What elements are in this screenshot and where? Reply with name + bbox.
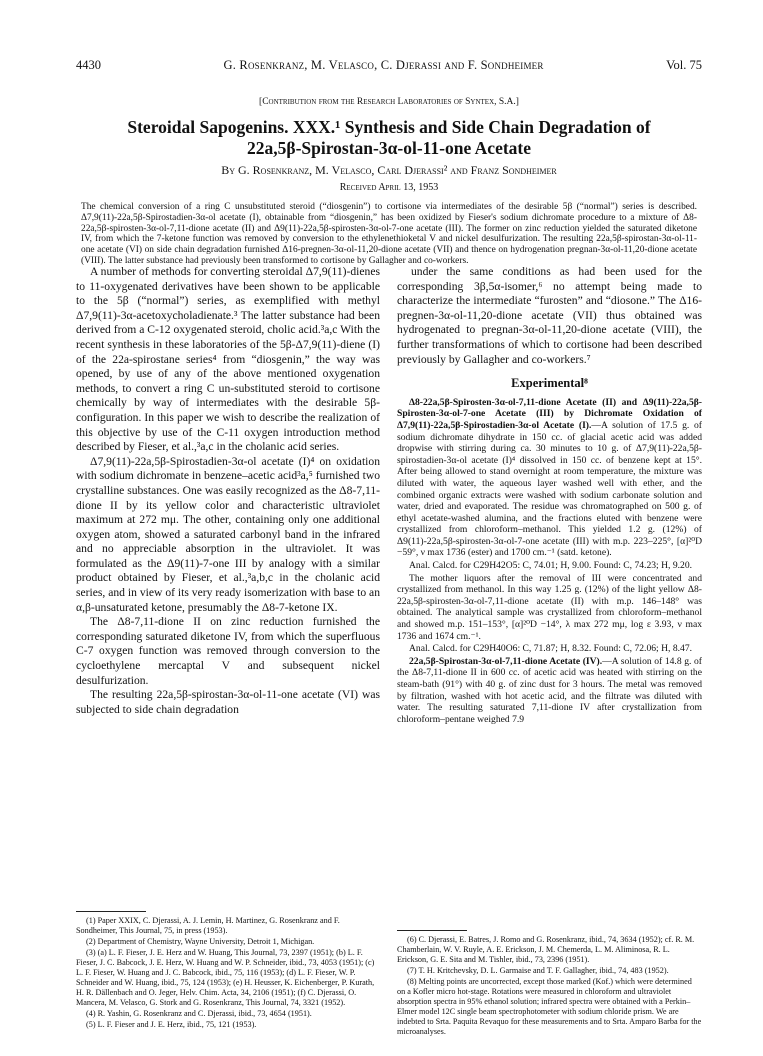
title-line-2: 22a,5β-Spirostan-3α-ol-11-one Acetate — [246, 138, 532, 158]
right-column — [397, 265, 702, 726]
running-head — [76, 58, 702, 73]
footnote: (4) R. Yashin, G. Rosenkranz and C. Djerassi, ibid., 73, 4654 (1951). — [86, 1009, 312, 1018]
experimental-text: —A solution of 17.5 g. of sodium dichromate dihydrate in 150 cc. of glacial acetic acid was added dropwise with stirring during ca. 30 minutes to 10 g. of Δ7,9(11)-22a,5β-spirostadien-3α-ol acetate (I)⁴ dissolved in 150 cc. of benzene kept at 15°. After being allowed to stand overnight at room temperature, the mixture was diluted with water, the aqueous layer washed well with ether, and the combined organic extracts were washed with sodium carbonate solution and water, dried and evaporated. The residue was chromatographed on 500 g. of ethyl acetate-washed alumina, and the fractions eluted with benzene were crystallized from chloroform–methanol. This yielded 1.2 g. (12%) of Δ9(11)-22a,5β-spirosten-3α-ol-7-one acetate (III) with m.p. 223–225°, [α]²⁰D −59°, ν max 1736 (ester) and 1700 cm.⁻¹ (satd. ketone). — [397, 419, 702, 559]
byline: By G. Rosenkranz, M. Velasco, Carl Djerassi² and Franz Sondheimer — [221, 163, 557, 177]
volume-number: Vol. 75 — [666, 58, 702, 72]
experimental-heading: Experimental⁸ — [511, 376, 588, 391]
contribution-line: [Contribution from the Research Laboratories of Syntex, S.A.] — [259, 97, 519, 107]
left-column — [76, 265, 380, 717]
footnote: (5) L. F. Fieser and J. E. Herz, ibid., 75, 121 (1953). — [86, 1020, 257, 1029]
article-title — [76, 117, 702, 159]
experimental-paragraph — [397, 656, 702, 726]
body-paragraph: Δ7,9(11)-22a,5β-Spirostadien-3α-ol acetate (I)⁴ on oxidation with sodium dichromate in benzene–acetic acid³a,⁵ furnished two crystalline substances. One was easily recognized as the Δ8-7,11-dione II by its yellow color and characteristic ultraviolet maximum at 272 mμ. The other, containing only one additional oxygen atom, showed a saturated carbonyl band in the infrared and no appreciable absorption in the ultraviolet. It was formulated as the Δ9(11)-7-one III by analogy with a similar product obtained by Fieser, et al.,³a,b,c in the cholanic acid series, and in view of its very ready isomerization with base to an α,β-unsaturated ketone, presumably the Δ8-7-ketone IX. — [76, 454, 380, 614]
experimental-paragraph — [397, 397, 702, 559]
footnote-rule — [76, 911, 146, 912]
analysis-line: Anal. Calcd. for C29H42O5: C, 74.01; H, 9.00. Found: C, 74.23; H, 9.20. — [409, 560, 693, 572]
footnotes-right — [397, 925, 702, 1038]
body-paragraph: under the same conditions as had been used for the corresponding 3β,5α-isomer,⁶ no attempt being made to characterize the intermediate “furosten” and “diosone.” The Δ16-pregnen-3α-ol-11,20-dione acetate (VII) thus obtained was hydrogenated to pregnan-3α-ol-11,20-dione acetate (VIII), the further transformations of which to cortisone had been described previously by Gallagher and co-workers.⁷ — [397, 265, 702, 366]
body-paragraph: The Δ8-7,11-dione II on zinc reduction furnished the corresponding saturated diketone IV, from which the superfluous C-7 oxygen function was removed through conversion to the cycloethylene mercaptal V and subsequent nickel desulfurization. — [76, 615, 380, 687]
compound-heading: Δ8-22a,5β-Spirosten-3α-ol-7,11-dione Acetate (II) and Δ9(11)-22a,5β-Spirosten-3α-ol-7-one Acetate (III) by Dichromate Oxidation of Δ7,9(11)-22a,5β-Spirostadien-3α-ol Acetate (I). — [397, 396, 702, 431]
received-date: Received April 13, 1953 — [339, 182, 439, 193]
footnote: (8) Melting points are uncorrected, except those marked (Kof.) which were determined on a Kofler micro hot-stage. Rotations were measured in chloroform and ultraviolet absorption spectra in 95% ethanol solution; infrared spectra were obtained with a Perkin–Elmer model 12C single beam spectrophotometer with sodium chloride prism. We are indebted to Srta. Paquita Revaquo for these measurements and to Srta. Amparo Barba for the microanalyses. — [397, 977, 702, 1036]
title-line-1: Steroidal Sapogenins. XXX.¹ Synthesis and Side Chain Degradation of — [127, 117, 651, 137]
footnote: (3) (a) L. F. Fieser, J. E. Herz and W. Huang, This Journal, 73, 2397 (1951); (b) L. F. Fieser, J. C. Babcock, J. E. Herz, W. Huang and W. P. Schneider, ibid., 73, 4053 (1951); (c) L. F. Fieser, W. Huang and J. C. Babcock, ibid., 75, 116 (1953); (d) L. F. Fieser, W. P. Schneider and W. Huang, ibid., 75, 124 (1953); (e) H. Heusser, K. Eichenberger, P. Kurath, H. R. Dällenbach and O. Jeger, Helv. Chim. Acta, 34, 2106 (1951); (f) C. Djerassi, O. Mancera, M. Velasco, G. Stork and G. Rosenkranz, This Journal, 74, 3321 (1952). — [76, 948, 375, 1007]
footnote: (2) Department of Chemistry, Wayne University, Detroit 1, Michigan. — [86, 937, 315, 946]
abstract: The chemical conversion of a ring C unsubstituted steroid (“diosgenin”) to cortisone via intermediates of the desirable 5β (“normal”) series is described. Δ7,9(11)-22a,5β-Spirostadien-3α-ol acetate (I), obtainable from “diosgenin,” has been oxidized by Fieser's sodium dichromate procedure to a mixture of Δ8-22a,5β-spirosten-3α-ol-7,11-dione acetate (II) and Δ9(11)-22a,5β-spirosten-3α-ol-7-one acetate (III). The former on zinc reduction yielded the saturated diketone IV, from which the 7-ketone function was removed by conversion to the ethylenethioketal V and nickel desulfurization. The resulting 22a,5β-spirostan-3α-ol-11-one acetate (VI) on side chain degradation furnished Δ16-pregnen-3α-ol-11,20-dione acetate (VII) and thence on hydrogenation pregnan-3α-ol-11,20-dione acetate (VIII). The latter substance had previously been transformed to cortisone by Gallagher and co-workers. — [81, 202, 697, 266]
body-paragraph: A number of methods for converting steroidal Δ7,9(11)-dienes to 11-oxygenated derivatives have been shown to be applicable to the 5β (“normal”) series, as exemplified with methyl Δ7,9(11)-3α-acetoxycholadienate.³ The latter substance had been derived from a C-12 oxygenated steroid, cholic acid.³a,c With the recent synthesis in these laboratories of the 5β-Δ7,9(11)-diene (I) of the 22a-spirostane series⁴ from “diosgenin,” the way was opened, by use of any of the above mentioned oxygenation methods, to convert a ring C un-substituted steroid to cortisone chemically by way of intermediates with the desirable 5β-configuration. In this paper we wish to describe the realization of this objective by use of the C-11 oxygen introduction method described by Fieser, et al.,³a,c in the cholanic acid series. — [76, 265, 380, 454]
compound-heading: 22a,5β-Spirostan-3α-ol-7,11-dione Acetate (IV). — [409, 655, 603, 667]
analysis-line: Anal. Calcd. for C29H40O6: C, 71.87; H, 8.32. Found: C, 72.06; H, 8.47. — [409, 643, 693, 655]
footnote: (6) C. Djerassi, E. Batres, J. Romo and G. Rosenkranz, ibid., 74, 3634 (1952); cf. R. M. Chamberlain, W. V. Ruyle, A. E. Erickson, J. M. Chemerda, L. M. Aliminosa, R. L. Erickson, G. E. Sita and M. Tishler, ibid., 73, 2396 (1951). — [397, 935, 695, 964]
experimental-paragraph: The mother liquors after the removal of III were concentrated and crystallized from methanol. In this way 1.25 g. (12%) of the light yellow Δ8-22a,5β-spirosten-3α-ol-7,11-dione acetate (II) with m.p. 146–148° was obtained. The analytical sample was crystallized from chloroform–methanol and showed m.p. 151–153°, [α]²⁰D −14°, λ max 272 mμ, log ε 3.93, ν max 1736 and 1674 cm.⁻¹. — [397, 572, 702, 642]
footnotes-left — [76, 906, 380, 1031]
experimental-section — [397, 397, 702, 726]
experimental-text: —A solution of 14.8 g. of the Δ8-7,11-dione II in 600 cc. of acetic acid was heated with stirring on the steam-bath (91°) with 40 g. of zinc dust for 3 hours. The metal was removed by filtration, washed with hot acetic acid, and the filtrate was diluted with water. The resulting saturated 7,11-dione IV after crystallization from chloroform–pentane weighed 7.9 — [397, 655, 702, 725]
footnote: (7) T. H. Kritchevsky, D. L. Garmaise and T. F. Gallagher, ibid., 74, 483 (1952). — [407, 966, 669, 975]
running-authors: G. Rosenkranz, M. Velasco, C. Djerassi and F. Sondheimer — [223, 58, 544, 72]
page-number: 4430 — [76, 58, 101, 72]
body-paragraph: The resulting 22a,5β-spirostan-3α-ol-11-one acetate (VI) was subjected to side chain degradation — [76, 688, 380, 716]
footnote-rule — [397, 930, 467, 931]
footnote: (1) Paper XXIX, C. Djerassi, A. J. Lemin, H. Martinez, G. Rosenkranz and F. Sondheimer, This Journal, 75, in press (1953). — [76, 916, 340, 935]
